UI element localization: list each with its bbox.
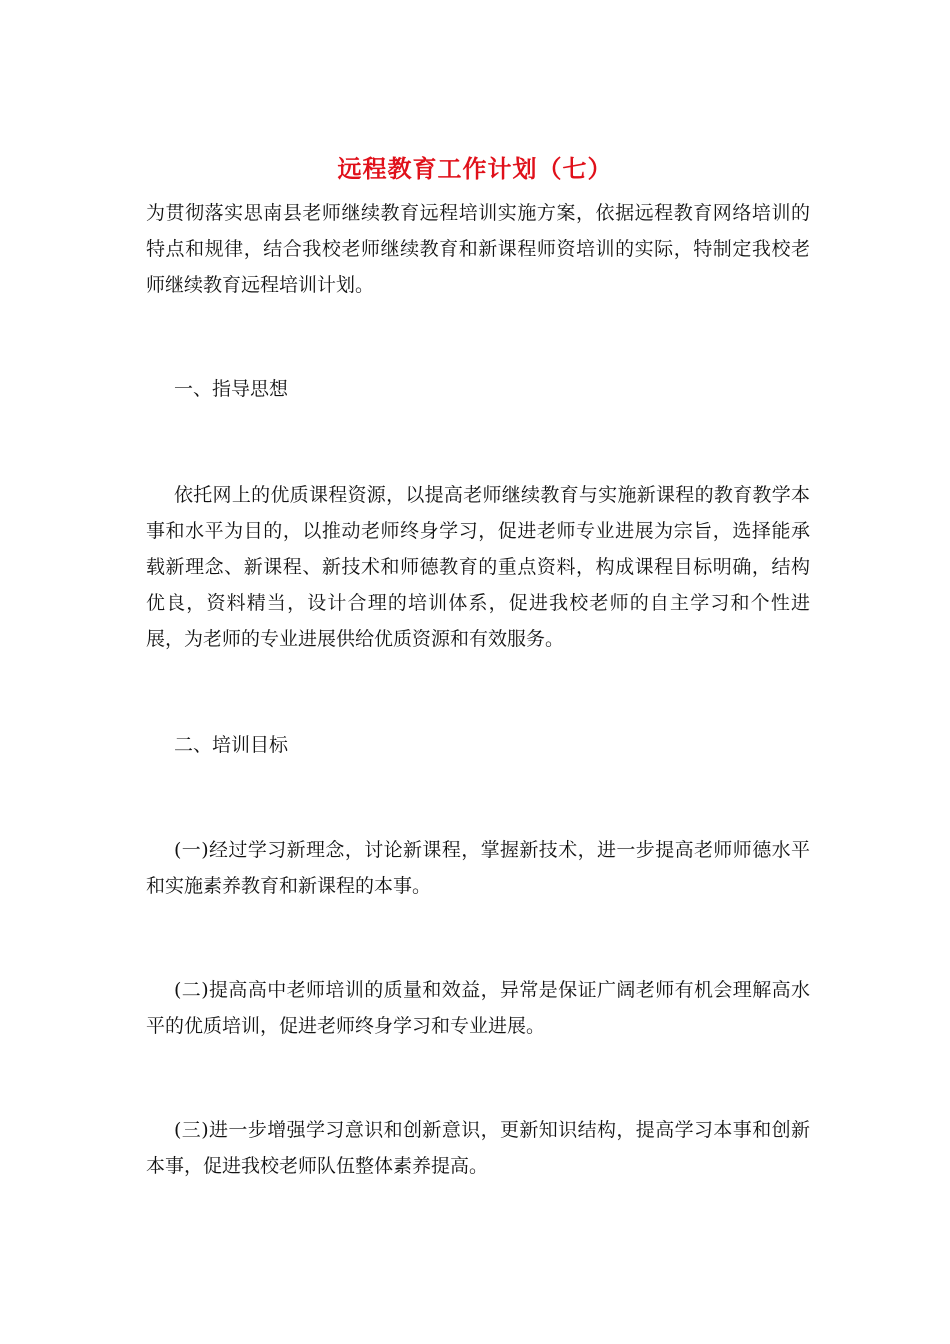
intro-paragraph: 为贯彻落实思南县老师继续教育远程培训实施方案，依据远程教育网络培训的特点和规律，结合我校老师继续教育和新课程师资培训的实际，特制定我校老师继续教育远程培训计划。 — [146, 202, 810, 296]
document-title: 远程教育工作计划（七） — [337, 155, 613, 183]
section-heading-guiding-ideology: 一、指导思想 — [174, 378, 289, 400]
training-goal-3: (三)进一步增强学习意识和创新意识，更新知识结构，提高学习本事和创新本事，促进我校老师队伍整体素养提高。 — [146, 1119, 810, 1177]
training-goal-2: (二)提高高中老师培训的质量和效益，异常是保证广阔老师有机会理解高水平的优质培训，促进老师终身学习和专业进展。 — [146, 979, 810, 1037]
section-heading-training-goals: 二、培训目标 — [174, 734, 289, 756]
training-goal-1: (一)经过学习新理念，讨论新课程，掌握新技术，进一步提高老师师德水平和实施素养教育和新课程的本事。 — [146, 839, 810, 897]
guiding-ideology-paragraph: 依托网上的优质课程资源，以提高老师继续教育与实施新课程的教育教学本事和水平为目的，以推动老师终身学习，促进老师专业进展为宗旨，选择能承载新理念、新课程、新技术和师德教育的重点资料，构成课程目标明确，结构优良，资料精当，设计合理的培训体系，促进我校老师的自主学习和个性进展，为老师的专业进展供给优质资源和有效服务。 — [146, 484, 810, 650]
